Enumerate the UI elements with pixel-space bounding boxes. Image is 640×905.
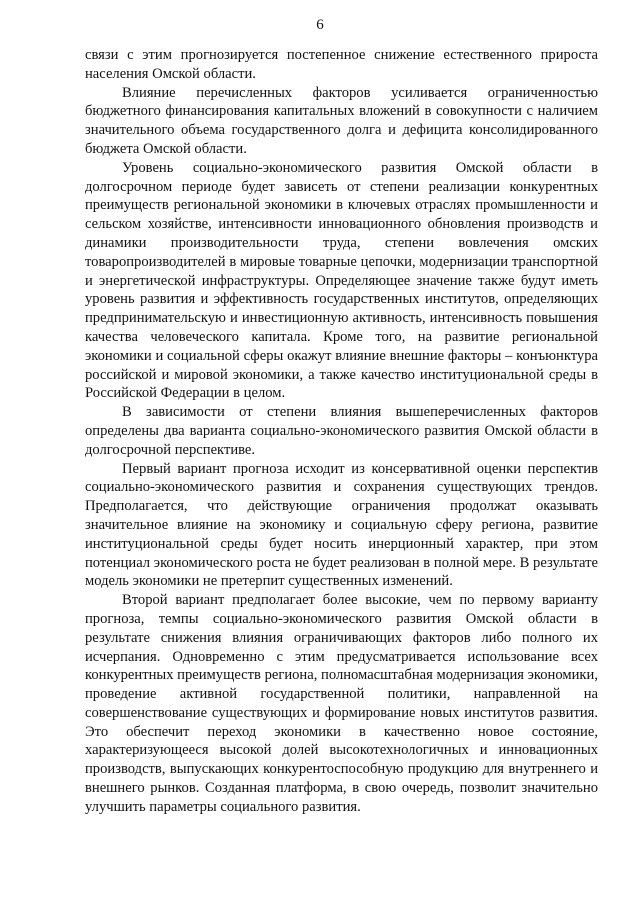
paragraph-2: Влияние перечисленных факторов усиливается ограниченностью бюджетного финансирования капитальных вложений в совокупности с наличием значительного объема государственного долга и дефицита консолидированного бюджета Омской области. (85, 84, 598, 157)
document-body (85, 46, 598, 817)
paragraph-1: связи с этим прогнозируется постепенное снижение естественного прироста населения Омской области. (85, 47, 598, 82)
paragraph-4: В зависимости от степени влияния вышеперечисленных факторов определены два варианта социально-экономического развития Омской области в долгосрочной перспективе. (85, 404, 598, 458)
paragraph-5: Первый вариант прогноза исходит из консервативной оценки перспектив социально-экономического развития и сохранения существующих трендов. Предполагается, что действующие ограничения продолжат оказывать значительное влияние на экономику и социальную сферу региона, развитие институциональной среды будет носить инерционный характер, при этом потенциал экономического роста не будет реализован в полной мере. В результате модель экономики не претерпит существенных изменений. (85, 460, 598, 590)
paragraph-6: Второй вариант предполагает более высокие, чем по первому варианту прогноза, темпы социально-экономического развития Омской области в результате снижения влияния ограничивающих факторов либо полного их исчерпания. Одновременно с этим предусматривается использование всех конкурентных преимуществ региона, полномасштабная модернизация экономики, проведение активной государственной политики, направленной на совершенствование существующих и формирование новых институтов развития. Это обеспечит переход экономики в качественно новое состояние, характеризующееся высокой долей высокотехнологичных и инновационных производств, выпускающих конкурентоспособную продукцию для внутреннего и внешнего рынков. Созданная платформа, в свою очередь, позволит значительно улучшить параметры социального развития. (85, 592, 598, 815)
paragraph-3: Уровень социально-экономического развития Омской области в долгосрочном периоде будет зависеть от степени реализации конкурентных преимуществ региональной экономики в ключевых отраслях промышленности и сельском хозяйстве, интенсивности инновационного обновления производств и динамики производительности труда, степени вовлечения омских товаропроизводителей в мировые товарные цепочки, модернизации транспортной и энергетической инфраструктуры. Определяющее значение также будут иметь уровень развития и эффективность государственных институтов, определяющих предпринимательскую и инвестиционную активность, интенсивность повышения качества человеческого капитала. Кроме того, на развитие региональной экономики и социальной сферы окажут влияние внешние факторы – конъюнктура российской и мировой экономики, а также качество институциональной среды в Российской Федерации в целом. (85, 159, 598, 402)
page-number: 6 (316, 17, 324, 33)
